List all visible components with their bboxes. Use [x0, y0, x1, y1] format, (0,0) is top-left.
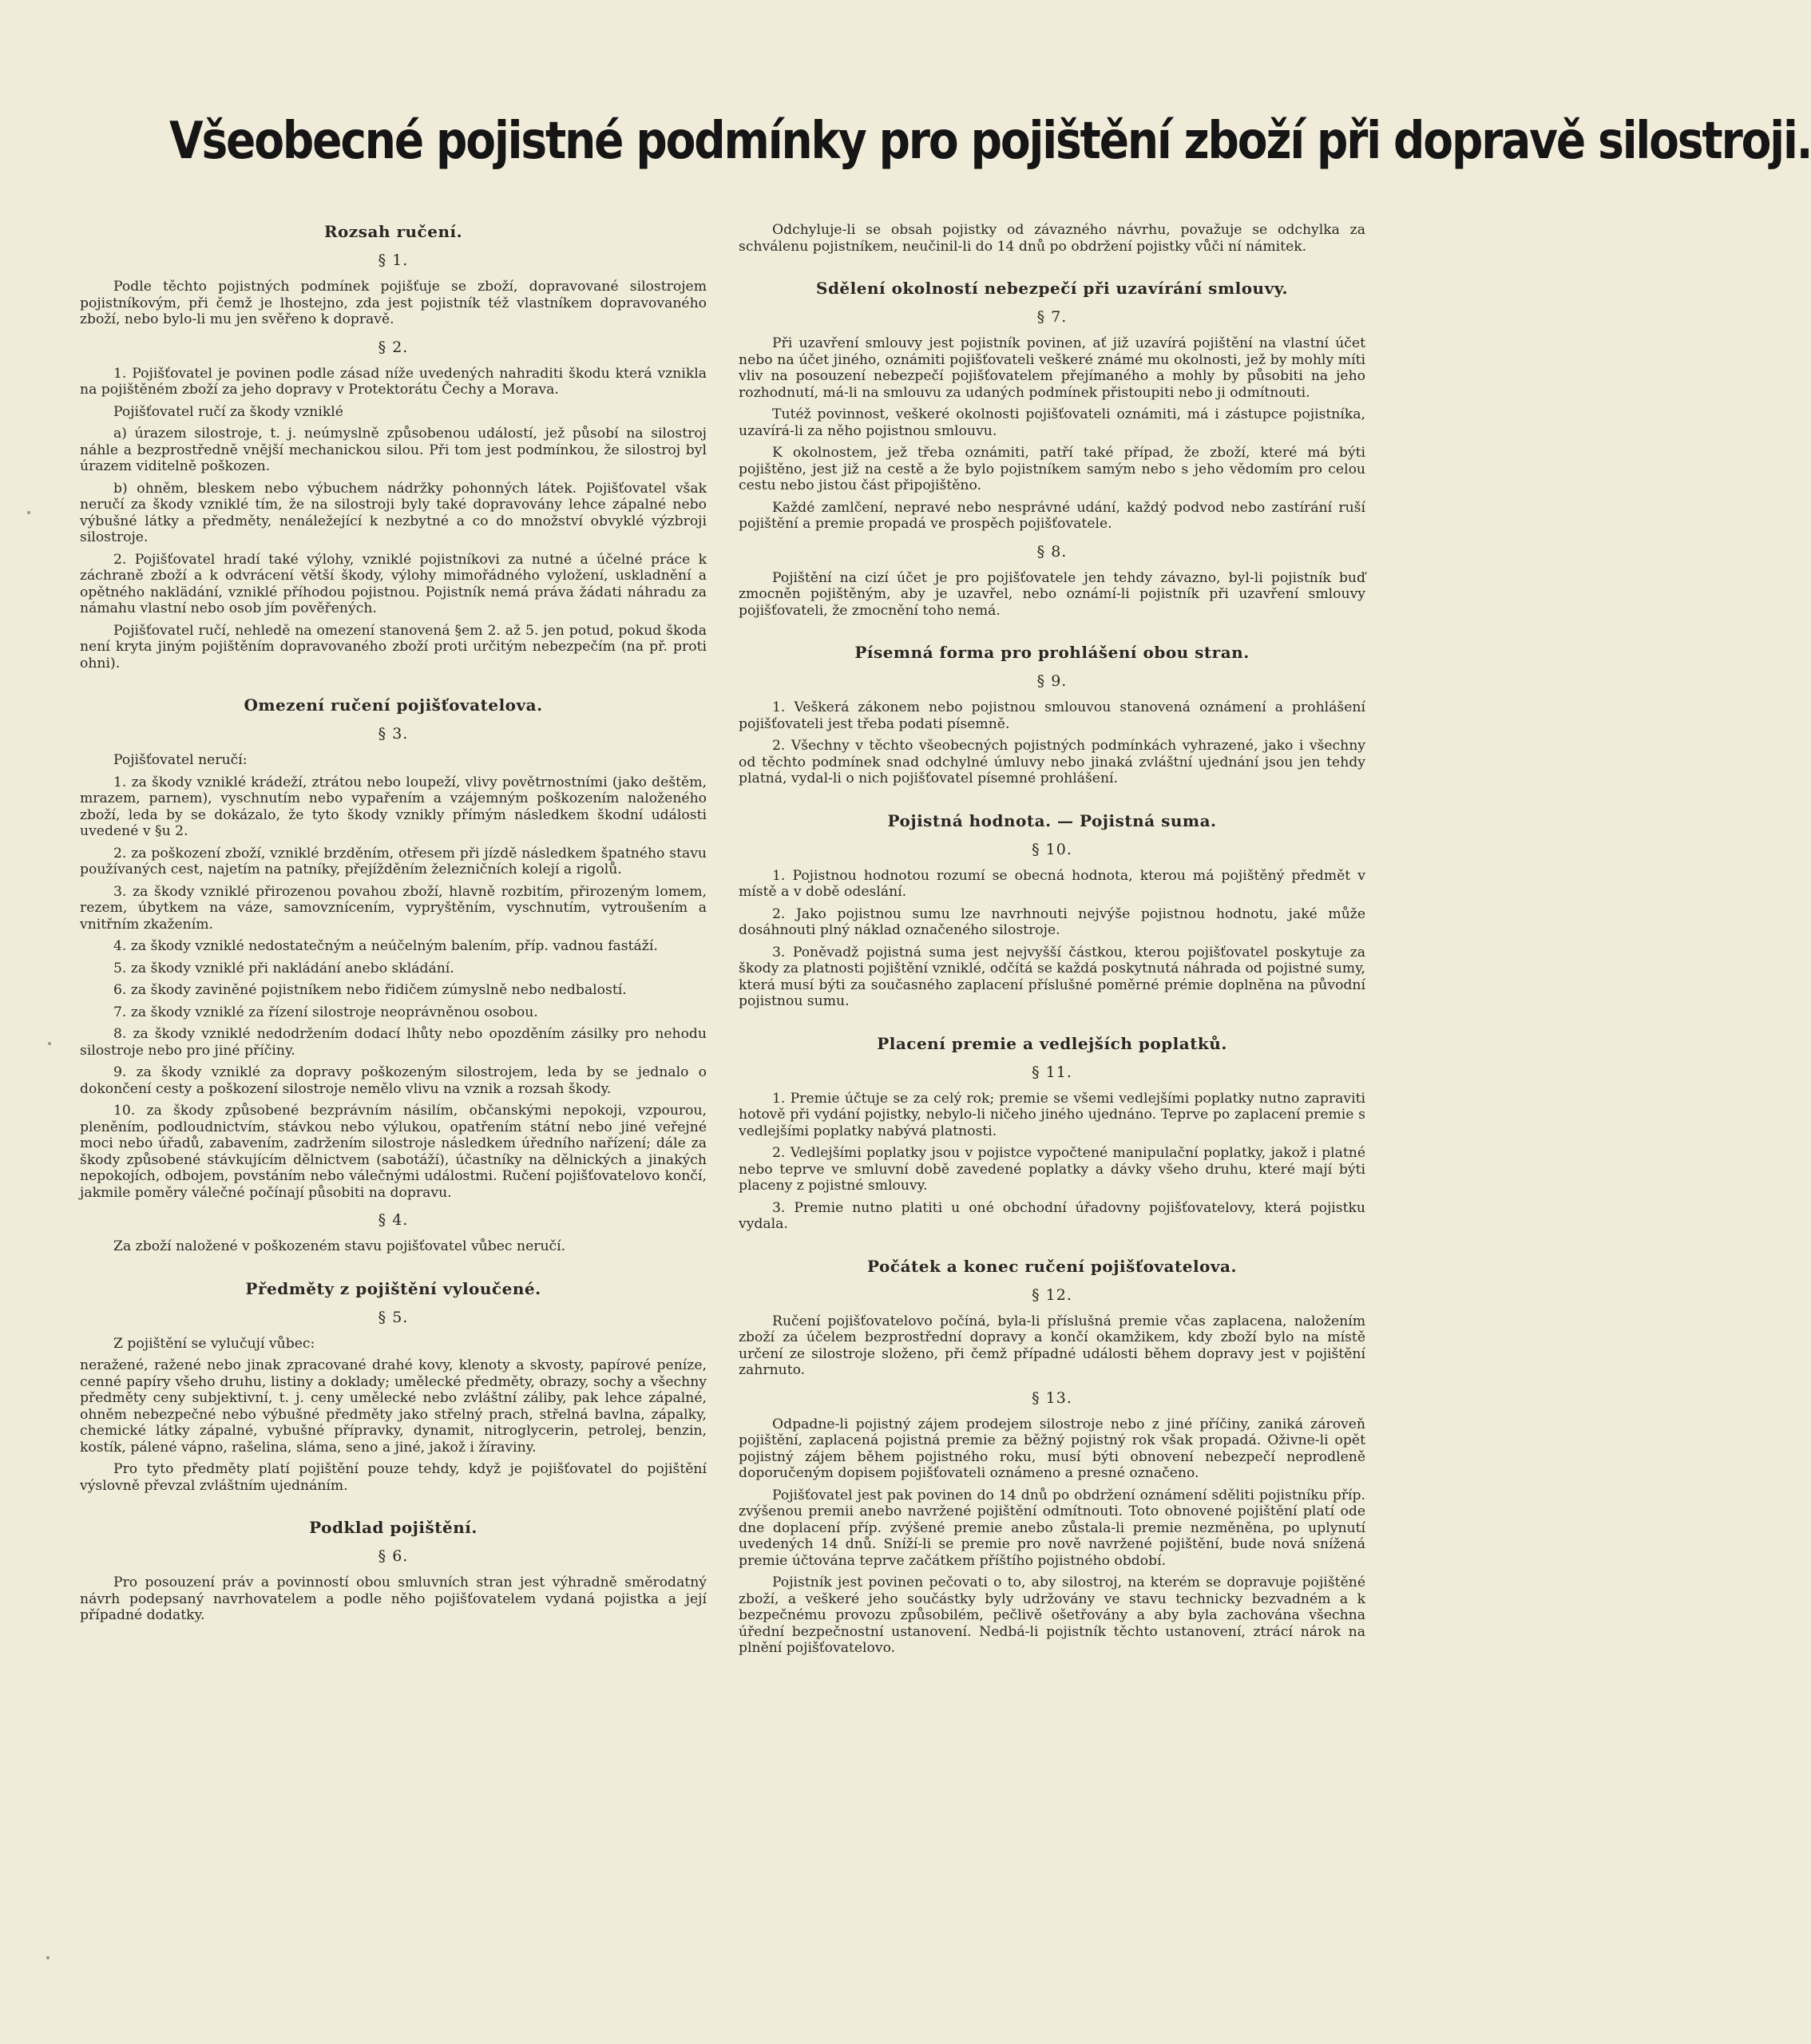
- body-paragraph: 1. za škody vzniklé krádeží, ztrátou nebo loupeží, vlivy povětrnostními (jako deštěm, mrazem, parnem), vyschnutím nebo vypařením a vzájemným poškozením naloženého zboží, leda by se dokázalo, že tyto škody vznikly přímým následkem škodní události uvedené v §u 2.: [80, 774, 707, 839]
- body-paragraph: 3. Premie nutno platiti u oné obchodní úřadovny pojišťovatelovy, která pojistku vydala.: [739, 1199, 1365, 1232]
- body-paragraph: 4. za škody vzniklé nedostatečným a neúčelným balením, příp. vadnou fastáží.: [113, 938, 658, 954]
- paragraph-number: § 13.: [1032, 1388, 1072, 1407]
- paragraph-number: § 1.: [378, 252, 409, 269]
- body-paragraph: 1. Premie účtuje se za celý rok; premie se všemi vedlejšími poplatky nutno zapraviti hotově při vydání pojistky, nebylo-li ničeho jiného ujednáno. Teprve po zaplacení premie s vedlejšími poplatky nabývá platnosti.: [739, 1090, 1365, 1139]
- paragraph-number: § 2.: [378, 338, 409, 356]
- section-heading: Sdělení okolností nebezpečí při uzavírání smlouvy.: [816, 279, 1288, 298]
- section-heading: Rozsah ručení.: [323, 222, 463, 241]
- body-paragraph: b) ohněm, bleskem nebo výbuchem nádržky pohonných látek. Pojišťovatel však neručí za škody vzniklé tím, že na silostroji byly také dopravovány lehce zápalné nebo výbušné látky a předměty, nenáležející k nezbytné a co do množství obvyklé výzbroji silostroje.: [80, 480, 707, 545]
- body-paragraph: Z pojištění se vylučují vůbec:: [113, 1335, 315, 1352]
- body-paragraph: 6. za škody zaviněné pojistníkem nebo řidičem zúmyslně nebo nedbalostí.: [113, 982, 627, 998]
- body-paragraph: 5. za škody vzniklé při nakládání anebo skládání.: [113, 960, 454, 976]
- section-heading: Omezení ručení pojišťovatelova.: [244, 695, 543, 715]
- section-heading: Předměty z pojištění vyloučené.: [245, 1278, 541, 1298]
- section-heading: Pojistná hodnota. — Pojistná suma.: [887, 810, 1217, 830]
- body-paragraph: Podle těchto pojistných podmínek pojišťuje se zboží, dopravované silostrojem pojistníkovým, při čemž je lhostejno, zda jest pojistník též vlastníkem dopravovaného zboží, nebo bylo-li mu jen svěřeno k dopravě.: [80, 279, 707, 327]
- body-paragraph: 1. Pojistnou hodnotou rozumí se obecná hodnota, kterou má pojištěný předmět v místě a v době odeslání.: [739, 867, 1365, 900]
- body-paragraph: 3. Poněvadž pojistná suma jest nejvyšší částkou, kterou pojišťovatel poskytuje za škody za platnosti pojištění vzniklé, odčítá se každá poskytnutá náhrada od pojistné sumy, která musí býti za současného zaplacení příslušné poměrné prémie doplněna na původní pojistnou sumu.: [739, 944, 1365, 1009]
- body-paragraph: Pojištění na cizí účet je pro pojišťovatele jen tehdy závazno, byl-li pojistník buď zmocněn pojištěným, aby je uzavřel, nebo oznámí-li pojistník při uzavření smlouvy pojišťovateli, že zmocnění toho nemá.: [739, 569, 1365, 619]
- body-paragraph: a) úrazem silostroje, t. j. neúmyslně způsobenou událostí, jež působí na silostroj náhle a bezprostředně vnější mechanickou silou. Při tom jest podmínkou, že silostroj byl úrazem viditelně poškozen.: [80, 426, 707, 474]
- body-paragraph: Odchyluje-li se obsah pojistky od závazného návrhu, považuje se odchylka za schválenu pojistníkem, neučinil-li do 14 dnů po obdržení pojistky vůči ní námitek.: [739, 222, 1365, 255]
- paragraph-number: § 11.: [1032, 1063, 1072, 1081]
- document-title: Všeobecné pojistné podmínky pro pojištění zboží při dopravě silostroji.: [169, 112, 1811, 171]
- body-paragraph: Pojišťovatel neručí:: [113, 752, 248, 768]
- body-paragraph: Pojišťovatel jest pak povinen do 14 dnů po obdržení oznámení sděliti pojistníku příp. zvýšenou premii anebo navržené pojištění odmítnouti. Toto obnovené pojištění platí ode dne doplacení příp. zvýšené premie anebo zůstala-li premie nezměněna, po uplynutí uvedených 14 dnů. Sníží-li se premie pro nově navržené pojištění, bude nová snížená premie účtována teprve začátkem příštího pojistného období.: [739, 1487, 1365, 1569]
- body-paragraph: Pojistník jest povinen pečovati o to, aby silostroj, na kterém se dopravuje pojištěné zboží, a veškeré jeho součástky byly udržovány ve stavu technicky bezvadném a k bezpečnému provozu způsobilém, pečlivě ošetřovány a aby byla zachována všechna úřední bezpečnostní ustanovení. Nedbá-li pojistník těchto ustanovení, ztrácí nárok na plnění pojišťovatelovo.: [739, 1575, 1365, 1656]
- section-heading: Placení premie a vedlejších poplatků.: [877, 1033, 1227, 1053]
- body-paragraph: Pro posouzení práv a povinností obou smluvních stran jest výhradně směrodatný návrh podepsaný navrhovatelem a podle něho pojišťovatelem vydaná pojistka a její případné dodatky.: [80, 1575, 707, 1623]
- body-paragraph: 1. Veškerá zákonem nebo pojistnou smlouvou stanovená oznámení a prohlášení pojišťovateli jest třeba podati písemně.: [739, 699, 1365, 732]
- body-paragraph: Pojišťovatel ručí, nehledě na omezení stanovená §em 2. až 5. jen potud, pokud škoda není kryta jiným pojištěním dopravovaného zboží proti určitým nebezpečím (na př. proti ohni).: [80, 622, 707, 671]
- body-paragraph: 1. Pojišťovatel je povinen podle zásad níže uvedených nahraditi škodu která vznikla na pojištěném zboží za jeho dopravy v Protektorátu Čechy a Morava.: [80, 365, 707, 398]
- left-column: [80, 222, 707, 1630]
- body-paragraph: 2. za poškození zboží, vzniklé brzděním, otřesem při jízdě následkem špatného stavu používaných cest, najetím na patníky, přejížděním železničních kolejí a rigolů.: [80, 845, 707, 877]
- paragraph-number: § 7.: [1036, 308, 1068, 326]
- paragraph-number: § 10.: [1032, 840, 1072, 858]
- body-paragraph: Za zboží naložené v poškozeném stavu pojišťovatel vůbec neručí.: [113, 1238, 566, 1254]
- paragraph-number: § 9.: [1036, 672, 1068, 690]
- paragraph-number: § 3.: [378, 725, 409, 743]
- body-paragraph: Odpadne-li pojistný zájem prodejem silostroje nebo z jiné příčiny, zaniká zároveň pojištění, zaplacená pojistná premie za běžný pojistný rok však propadá. Oživne-li opět pojistný zájem během pojistného roku, musí býti obnovení nebezpečí neprodleně doporučeným dopisem pojišťovateli oznámeno a presné označeno.: [739, 1416, 1365, 1481]
- paragraph-number: § 5.: [378, 1308, 409, 1326]
- paragraph-number: § 4.: [378, 1211, 409, 1229]
- body-paragraph: 10. za škody způsobené bezprávním násilím, občanskými nepokoji, vzpourou, pleněním, podloudnictvím, stávkou nebo výlukou, opatřením státní nebo jiné veřejné moci nebo úřadů, zabavením, zadržením silostroje následkem úředního nařízení; dále za škody způsobené stávkujícím dělnictvem (sabotáží), účastníky na dělnických a jinakých nepokojích, odbojem, povstáním nebo válečnými událostmi. Ručení pojišťovatelovo končí, jakmile poměry válečné počínají působiti na dopravu.: [80, 1103, 707, 1201]
- scan-speck: [27, 511, 30, 514]
- body-paragraph: 2. Jako pojistnou sumu lze navrhnouti nejvýše pojistnou hodnotu, jaké může dosáhnouti plný náklad označeného silostroje.: [739, 905, 1365, 938]
- body-paragraph: 2. Vedlejšími poplatky jsou v pojistce vypočtené manipulační poplatky, jakož i platné nebo teprve ve smluvní době zavedené poplatky a dávky všeho druhu, které mají býti placeny z pojistné smlouvy.: [739, 1145, 1365, 1194]
- body-paragraph: 2. Pojišťovatel hradí také výlohy, vzniklé pojistníkovi za nutné a účelné práce k záchraně zboží a k odvrácení větší škody, výlohy mimořádného vyložení, uskladnění a opětného naklädání, vzniklé příhodou pojistnou. Pojistník nemá práva žádati náhradu za námahu vlastní nebo osob jím pověřených.: [80, 551, 707, 616]
- paragraph-number: § 6.: [378, 1547, 409, 1565]
- body-paragraph: Při uzavření smlouvy jest pojistník povinen, ať již uzavírá pojištění na vlastní účet nebo na účet jiného, oznámiti pojišťovateli veškeré známé mu okolnosti, jež by mohly míti vliv na posouzení nebezpečí pojišťovatelem přejímaného a mohly by působiti na jeho rozhodnutí, má-li na smlouvu za udaných podmínek přistoupiti nebo ji odmítnouti.: [739, 335, 1365, 401]
- body-paragraph: 7. za škody vzniklé za řízení silostroje neoprávněnou osobou.: [113, 1004, 538, 1020]
- paragraph-number: § 12.: [1032, 1285, 1072, 1304]
- body-paragraph: Pro tyto předměty platí pojištění pouze tehdy, když je pojišťovatel do pojištění výslovně převzal zvláštním ujednáním.: [80, 1461, 707, 1494]
- body-paragraph: K okolnostem, jež třeba oznámiti, patří také případ, že zboží, které má býti pojištěno, jest již na cestě a že bylo pojistníkem samým nebo s jeho vědomím pro celou cestu nebo jistou část připojištěno.: [739, 445, 1365, 493]
- body-paragraph: neražené, ražené nebo jinak zpracované drahé kovy, klenoty a skvosty, papírové peníze, cenné papíry všeho druhu, listiny a doklady; umělecké předměty, obrazy, sochy a všechny předměty ceny subjektivní, t. j. ceny umělecké nebo zvláštní záliby, pak lehce zápalné, ohněm nebezpečné nebo výbušné předměty jako střelný prach, střelná bavlna, zápalky, chemické látky zápalné, vybušné přípravky, dynamit, nitroglycerin, petrolej, benzin, kostík, pálené vápno, rašelina, sláma, seno a jiné, jakož i žíraviny.: [80, 1357, 707, 1456]
- body-paragraph: 8. za škody vzniklé nedodržením dodací lhůty nebo opozděním zásilky pro nehodu silostroje nebo pro jiné příčiny.: [80, 1026, 707, 1059]
- right-column: [739, 222, 1365, 1662]
- section-heading: Podklad pojištění.: [309, 1518, 478, 1537]
- body-paragraph: 3. za škody vzniklé přirozenou povahou zboží, hlavně rozbitím, přirozeným lomem, rezem, úbytkem na váze, samovznícením, vypryštěním, vyschnutím, vytroušením a vnitřním zkažením.: [80, 883, 707, 933]
- scan-speck: [46, 1956, 50, 1959]
- body-paragraph: Pojišťovatel ručí za škody vzniklé: [113, 403, 343, 420]
- body-paragraph: Každé zamlčení, nepravé nebo nesprávné udání, každý podvod nebo zastírání ruší pojištění a premie propadá ve prospěch pojišťovatele.: [739, 499, 1365, 532]
- scan-speck: [48, 1042, 51, 1045]
- paragraph-number: § 8.: [1036, 542, 1068, 561]
- body-paragraph: Tutéž povinnost, veškeré okolnosti pojišťovateli oznámiti, má i zástupce pojistníka, uzavírá-li za něho pojistnou smlouvu.: [739, 406, 1365, 439]
- body-paragraph: 2. Všechny v těchto všeobecných pojistných podmínkách vyhrazené, jako i všechny od těchto podmínek snad odchylné úmluvy nebo jinaká zvláštní ujednání jsou jen tehdy platná, vydal-li o nich pojišťovatel písemné prohlášení.: [739, 738, 1365, 786]
- body-paragraph: 9. za škody vzniklé za dopravy poškozeným silostrojem, leda by se jednalo o dokončení cesty a poškození silostroje nemělo vlivu na vznik a rozsah škody.: [80, 1064, 707, 1097]
- section-heading: Počátek a konec ručení pojišťovatelova.: [867, 1256, 1237, 1276]
- section-heading: Písemná forma pro prohlášení obou stran.: [854, 643, 1250, 662]
- body-paragraph: Ručení pojišťovatelovo počíná, byla-li příslušná premie včas zaplacena, naložením zboží za účelem bezprostřední dopravy a končí okamžikem, kdy zboží bylo na místě určení ze silostroje složeno, při čemž případné události během dopravy jest v pojištění zahrnuto.: [739, 1313, 1365, 1378]
